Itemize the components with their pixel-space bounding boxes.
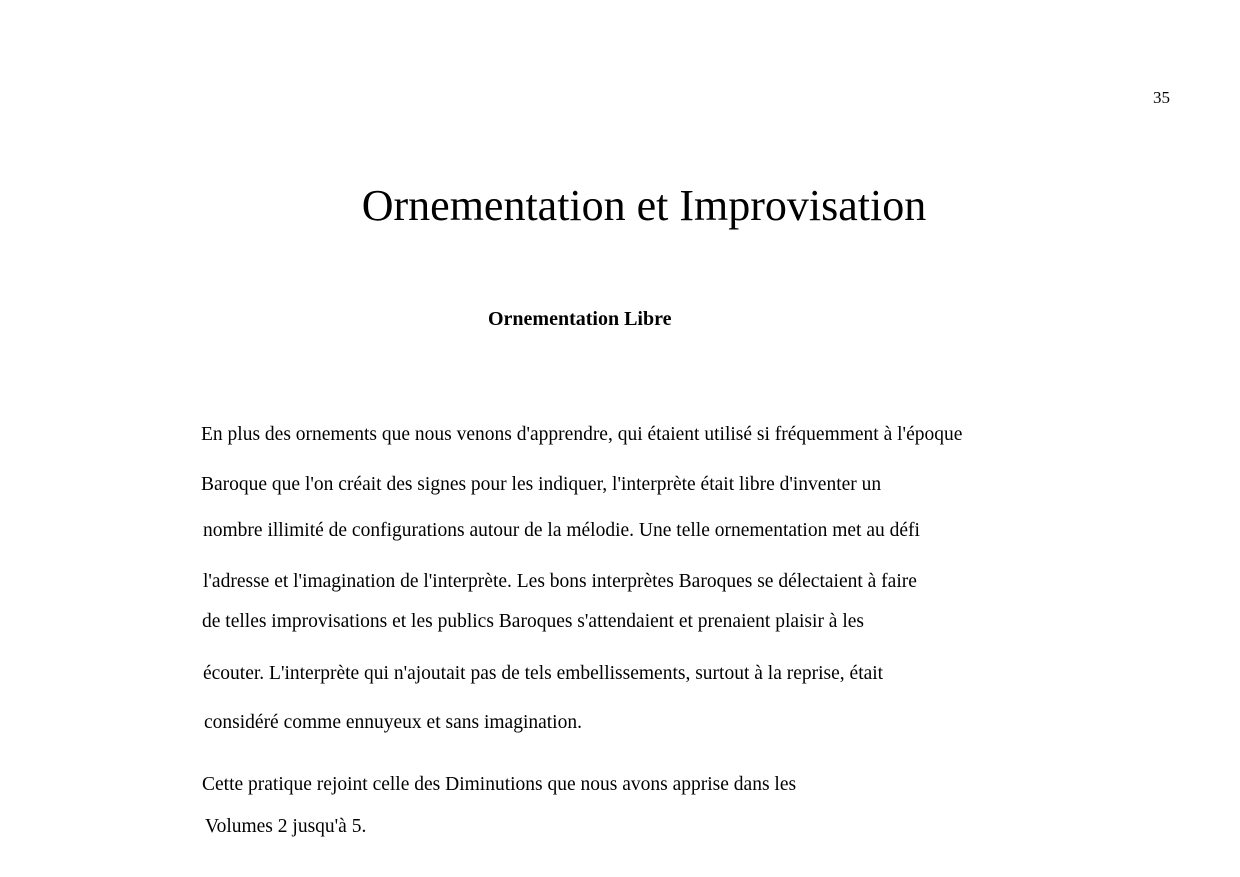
page-number: 35 — [1153, 88, 1170, 107]
text-line: Cette pratique rejoint celle des Diminutions que nous avons apprise dans les — [202, 774, 797, 795]
text-line: En plus des ornements que nous venons d'apprendre, qui étaient utilisé si fréquemment à l'époque — [201, 424, 963, 445]
text-line: l'adresse et l'imagination de l'interprète. Les bons interprètes Baroques se délectaient à faire — [203, 571, 917, 592]
text-line: Baroque que l'on créait des signes pour les indiquer, l'interprète était libre d'inventer un — [201, 474, 882, 495]
text-line: Volumes 2 jusqu'à 5. — [205, 816, 367, 837]
text-line: nombre illimité de configurations autour de la mélodie. Une telle ornementation met au défi — [203, 520, 920, 541]
text-line: de telles improvisations et les publics Baroques s'attendaient et prenaient plaisir à les — [202, 611, 865, 632]
text-line: écouter. L'interprète qui n'ajoutait pas de tels embellissements, surtout à la reprise, était — [203, 663, 884, 684]
section-heading: Ornementation Libre — [488, 308, 672, 330]
text-line: considéré comme ennuyeux et sans imagination. — [204, 712, 582, 733]
page-title: Ornementation et Improvisation — [361, 181, 927, 230]
